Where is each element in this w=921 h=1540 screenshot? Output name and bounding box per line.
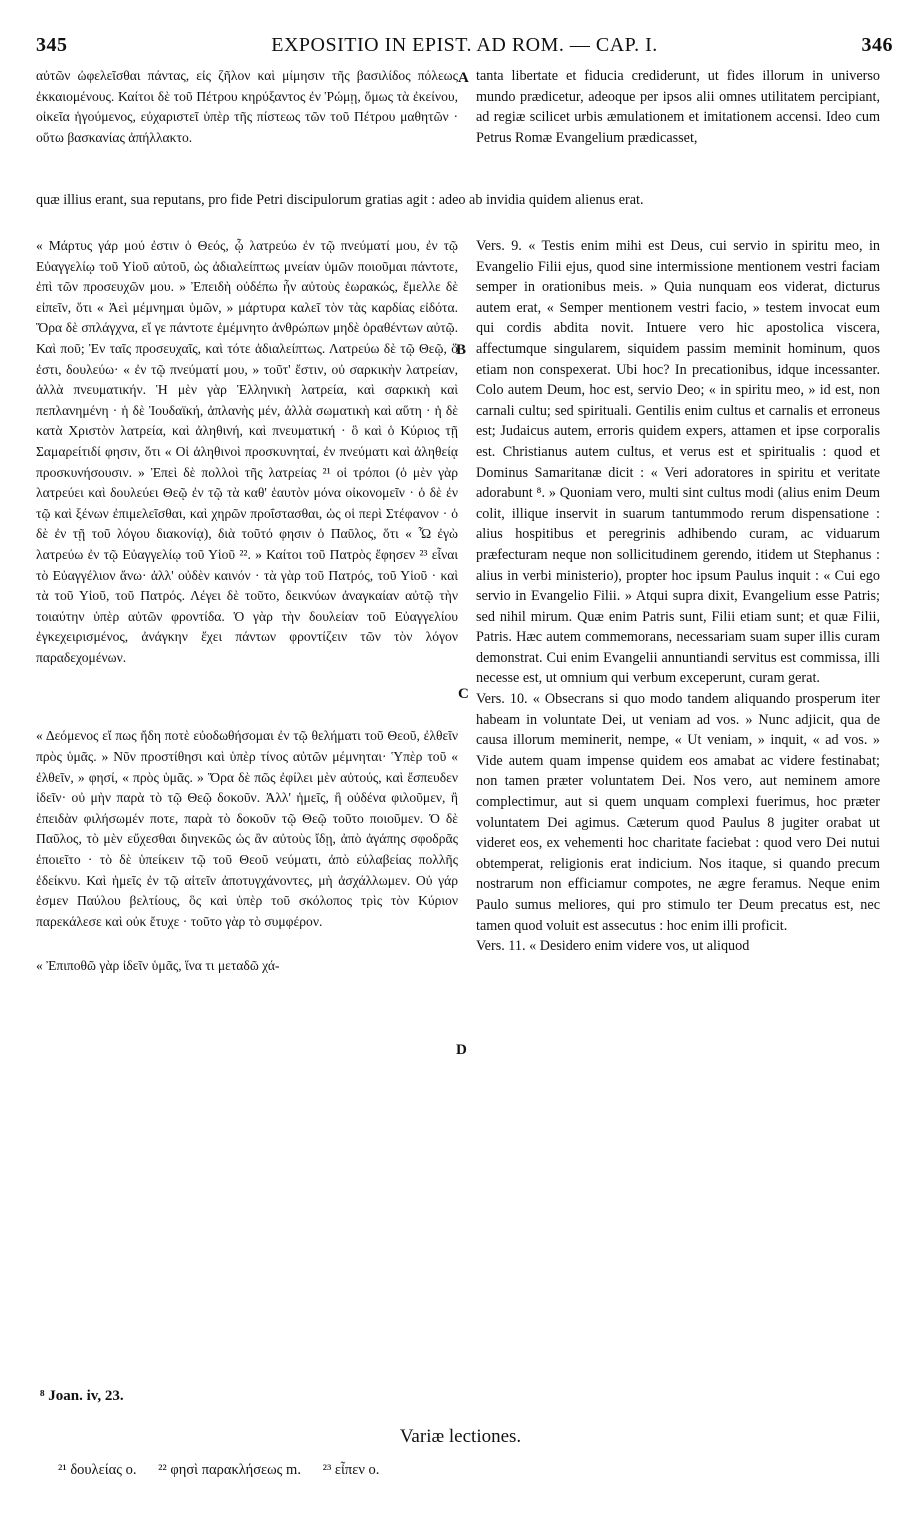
latin-paragraph: tanta libertate et fiducia crediderunt, ut fides illorum in universo mundo prædicetur, adeoque per ipsos alii omnes utilitatem percipiant, ad regiæ scilicet urbis æmulationem et imitationem accensi. Ideo cum Petrus Romæ Evangelium prædicasset, [476,68,880,146]
page-number-left: 345 [36,34,68,56]
margin-marker-d: D [456,1042,467,1058]
greek-paragraph: « Δεόμενος εἴ πως ἤδη ποτὲ εὐοδωθήσομαι ἐν τῷ θελήματι τοῦ Θεοῦ, ἐλθεῖν πρὸς ὑμᾶς. » Νῦν προστίθησι καὶ ὑπὲρ τίνος αὐτῶν μέμνηται· Ὑπὲρ τοῦ « ἐλθεῖν, » φησί, « πρὸς ὑμᾶς. » Ὅρα δὲ πῶς ἐφίλει μὲν αὐτούς, καὶ ἔσπευδεν ἰδεῖν· οὐ μὴν παρὰ τὸ τῷ Θεῷ δοκοῦν. Ἀλλ' ἡμεῖς, ἢ οὐδένα φιλοῦμεν, ἢ ἐπειδὰν φιλήσωμέν ποτε, παρὰ τὸ δοκοῦν τῷ Θεῷ τοῦτο ποιοῦμεν. Ὁ δὲ Παῦλος, τὸ μὲν εὔχεσθαι διηνεκῶς ὡς ἂν αὐτοὺς ἴδῃ, ἀπὸ ἀγάπης σφοδρᾶς ἐποιεῖτο · τὸ δὲ ὑπείκειν τῷ τοῦ Θεοῦ νεύματι, ἀπὸ εὐλαβείας πολλῆς ἐδείκνυ. Καὶ ἡμεῖς ἐν τῷ αἰτεῖν ἀποτυγχάνοντες, μὴ ἀσχάλλωμεν. Οὐ γάρ ἐσμεν Παύλου βελτίους, ὃς καὶ ὑπὲρ τοῦ σκόλοπος τρὶς τὸν Κύριον παρεκάλεσε καὶ οὐκ ἔτυχε · τοῦτο γὰρ τὸ συμφέρον. [36,728,458,929]
greek-column-top [36,66,458,148]
margin-marker-b: B [456,342,467,358]
variant-reading: ²³ εἶπεν ο. [322,1462,380,1478]
margin-marker-c: C [458,686,469,702]
greek-paragraph: « Ἐπιποθῶ γὰρ ἰδεῖν ὑμᾶς, ἵνα τι μεταδῶ χά- [36,958,280,974]
variant-reading: ²¹ δουλείας ο. [58,1462,137,1478]
latin-paragraph: quæ illius erant, sua reputans, pro fide Petri discipulorum gratias agit : adeo ab invidia quidem alienus erat. [36,192,644,208]
greek-paragraph: « Μάρτυς γάρ μού ἐστιν ὁ Θεός, ᾧ λατρεύω ἐν τῷ πνεύματί μου, ἐν τῷ Εὐαγγελίῳ τοῦ Υἱοῦ αὐτοῦ, ὡς ἀδιαλείπτως μνείαν ὑμῶν ποιοῦμαι πάντοτε, ἐπὶ τῶν προσευχῶν μου. » Ἐπειδὴ οὐδέπω ἦν αὐτοὺς ἑωρακώς, ἔμελλε δὲ εἰπεῖν, ὅτι « Ἀεὶ μέμνημαι ὑμῶν, » μάρτυρα καλεῖ τὸν τὰς καρδίας εἰδότα. Ὅρα δὲ σπλάγχνα, εἴ γε πάντοτε ἐμέμνητο ἀνθρώπων μηδὲ ὁραθέντων αὐτῷ. Καὶ ποῦ; Ἐν ταῖς προσευχαῖς, καὶ τότε ἀδιαλείπτως. Λατρεύω δὲ τῷ Θεῷ, ὅ ἐστι, δουλεύω· « ἐν τῷ πνεύματί μου, » τοῦτ' ἔστιν, οὐ σαρκικὴν λατρείαν, ἀλλὰ πνευματικήν. Ἡ μὲν γὰρ Ἑλληνικὴ λατρεία, καὶ σαρκικὴ καὶ πεπλανημένη · ἡ δὲ Ἰουδαϊκή, ἀπλανὴς μέν, ἀλλὰ σωματικὴ καὶ αὕτη · ἡ δὲ κατὰ Χριστὸν λατρεία, καὶ ἀληθινή, καὶ πνευματική · ὃ καὶ ὁ Κύριος τῇ Σαμαρείτιδί φησιν, ὅτι « Οἱ ἀληθινοὶ προσκυνηταί, ἐν πνεύματι καὶ ἀληθείᾳ προσκυνήσουσιν. » Ἐπεὶ δὲ πολλοὶ τῆς λατρείας ²¹ οἱ τρόποι (ὁ μὲν γὰρ λατρεύει καὶ δουλεύει Θεῷ ἐν τῷ τὰ καθ' ἑαυτὸν μόνα οἰκονομεῖν · ὁ δὲ ἐν τῷ καὶ ξένων ἐπιμελεῖσθαι, καὶ χηρῶν προΐστασθαι, ὡς οἱ περὶ Στέφανον · ὁ δὲ ἐν τῇ τοῦ λόγου διακονίᾳ), διὰ τοῦτό φησιν ὁ Παῦλος, ὅτι « Ὧ ἐγὼ λατρεύω ἐν τῷ Εὐαγγελίῳ τοῦ Υἱοῦ ²². » Καίτοι τοῦ Πατρὸς ἔφησεν ²³ εἶναι τὸ Εὐαγγέλιον ἄνω· ἀλλ' οὐδὲν καινόν · τὰ γὰρ τοῦ Πατρός, τοῦ Υἱοῦ · καὶ τὰ τοῦ Υἱοῦ, τοῦ Πατρός. Λέγει δὲ τοῦτο, δεικνύων ἀναγκαίαν αὐτῷ τὴν τοιαύτην ὑπὲρ αὐτῶν φροντίδα. Ὁ γὰρ τὴν δουλείαν τοῦ Εὐαγγελίου ἐγκεχειρισμένος, ἀνάγκην ἔχει πάντων φροντίζειν τῶν τὸν λόγον παραδεχομένων. [36,238,458,665]
margin-marker-a: A [458,70,469,86]
latin-column-top [476,66,880,148]
latin-paragraph: Vers. 9. « Testis enim mihi est Deus, cui servio in spiritu meo, in Evangelio Filii ejus, quod sine intermissione mentionem vestri faciam semper in orationibus meis. » Quia nunquam eos viderat, dicturus autem erat, « Semper mentionem vestri facio, » testem invocat eum qui cordis abdita novit. Intuere vero hic apostolica viscera, affectumque singularem, siquidem passim meminit hominum, quos etiam non conspexerat. Ubi hoc? In precationibus, idque incessanter. Colo autem Deum, hoc est, servio Deo; « in spiritu meo, » id est, non carnali cultu; sed spirituali. Gentilis enim cultus et carnalis et erroneus est; Judaicus autem, erroris quidem expers, attamen et ipse corporalis est. Christianus autem cultus, et verus est et spiritualis : quod et Dominus Samaritanæ dicit : « Veri adoratores in spiritu et veritate adorabunt ⁸. » Quoniam vero, multi sint cultus modi (alius enim Deum colit, illique inservit in suarum tantummodo rerum dispensatione : alius hospitibus et peregrinis adhibendo curam, ac viduarum præfecturam neque non sollicitudinem gerendo, itidem ut Stephanus : alius in verbi ministerio), propter hoc ipsum Paulus inquit : « Cui ego servio in Evangelio Filii. » Atqui supra dixit, Evangelium esse Patris; sed nihil mirum. Quæ enim Patris sunt, Filii etiam sunt; et quæ Filii, Patris. Hæc autem commemorans, necessariam suam super illis curam demonstrat. Cui enim Evangelii annuntiandi servitus est commissa, illi necesse est, ut omnium qui verbum exceperunt, curam gerat. [476,238,880,687]
latin-paragraph: Vers. 10. « Obsecrans si quo modo tandem aliquando prosperum iter habeam in voluntate Dei, ut veniam ad vos. » Nunc adjicit, qua de causa illorum meminerit, nempe, « Ut veniam, » inquit, « ad vos. » Vide autem quam impense quidem eos amabat ac videre festinabat; non tamen præter voluntatem Dei. Nos vero, aut neminem amore complectimur, aut si quem unquam complexi fuerimus, hoc præter voluntatem Dei agimus. Cæterum quod Paulus 8 jugiter orabat ut videret eos, ex vehementi hoc charitate faciebat : quod vero Dei nutui obtemperat, religionis erat indicium. Nos itaque, si quando precum nostrarum non efficiamur compotes, ne ægre feramus. Neque enim Paulo sumus meliores, qui pro stimulo ter Deum precatus est, nec tamen quod voluit est assecutus : hoc enim illi proficit. [476,691,880,934]
greek-column [36,236,458,977]
variant-reading: ²² φησὶ παρακλήσεως m. [158,1462,301,1478]
variae-lectiones-list [58,1462,397,1479]
latin-column [476,236,880,957]
running-title: EXPOSITIO IN EPIST. AD ROM. — CAP. I. [271,34,658,56]
page-header [36,34,893,64]
latin-paragraph: Vers. 11. « Desidero enim videre vos, ut aliquod [476,938,750,955]
greek-paragraph: αὐτῶν ὠφελεῖσθαι πάντας, εἰς ζῆλον καὶ μίμησιν τῆς βασιλίδος πόλεως ἐκκαιομένους. Καίτοι δὲ τοῦ Πέτρου κηρύξαντος ἐν Ῥώμῃ, ὅμως τὰ ἐκείνου, οἰκεῖα ἡγούμενος, εὐχαριστεῖ ὑπὲρ τῆς πίστεως τῶν τοῦ Πέτρου μαθητῶν · οὕτω βασκανίας ἀπήλλακτο. [36,68,458,145]
variae-lectiones-title: Variæ lectiones. [399,1426,522,1447]
full-width-line [36,190,880,211]
footnote: ⁸ Joan. iv, 23. [40,1388,124,1404]
page-number-right: 346 [861,34,893,56]
